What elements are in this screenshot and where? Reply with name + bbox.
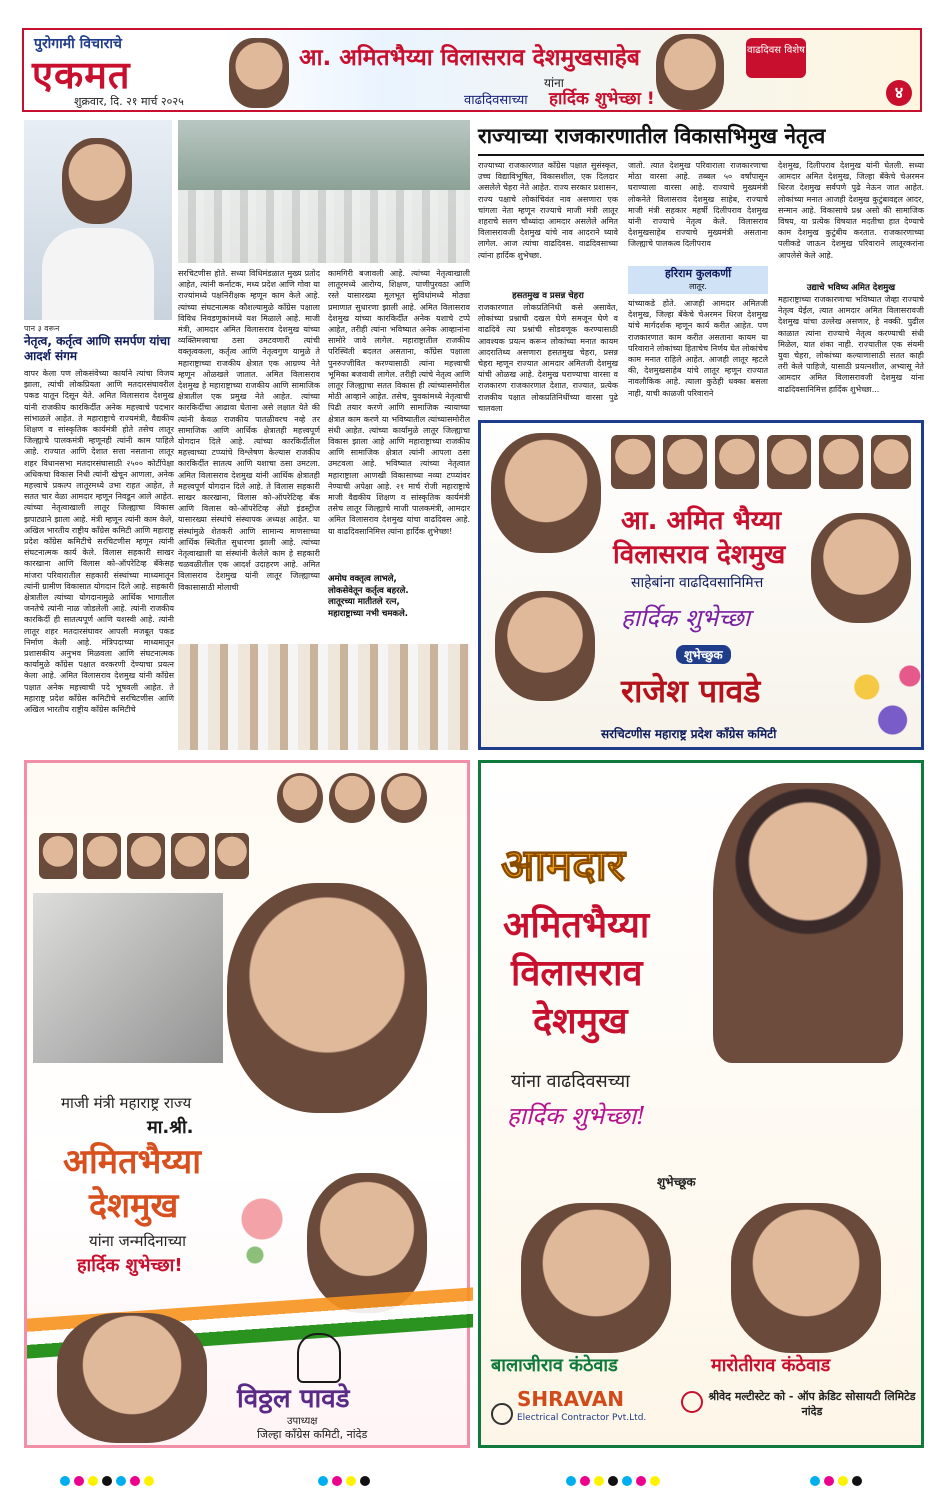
author-box <box>628 266 768 294</box>
leader-photo <box>611 435 655 489</box>
leader-photo <box>329 773 375 823</box>
ad2-line: यांना जन्मदिनाच्या <box>89 1232 187 1250</box>
page-number: ४ <box>886 80 912 106</box>
portrait-face <box>62 138 132 224</box>
leader-photo <box>715 435 759 489</box>
ad1-designation: सरचिटणीस महाराष्ट्र प्रदेश काँग्रेस कमिटी <box>601 727 777 741</box>
ad3-portrait-p2 <box>731 1203 881 1353</box>
leader-photo <box>215 833 249 879</box>
ad2-name1: अमितभैय्या <box>63 1142 202 1182</box>
ad1-wish: हार्दिक शुभेच्छा <box>621 604 751 632</box>
rose-decoration <box>227 1183 297 1273</box>
ad1-portrait-bottom <box>495 591 595 701</box>
ad2-wish: हार्दिक शुभेच्छा! <box>77 1255 183 1276</box>
article-right-sub: हसतमुख व प्रसन्न चेहरा <box>512 291 584 301</box>
masthead-logo: एकमत <box>32 53 131 97</box>
continued-caption: पान ३ वरून <box>24 324 60 333</box>
leader-photo <box>39 833 77 879</box>
ad1-name: राजेश पावडे <box>621 672 761 710</box>
masthead-tagline: पुरोगामी विचाराचे <box>34 36 122 52</box>
ad3-co2: श्रीवेद मल्टीस्टेट को - ऑप क्रेडिट सोसायटी लिमिटेड नांदेड <box>708 1390 916 1418</box>
crowd-silhouettes <box>178 190 470 263</box>
leader-photo <box>871 435 911 489</box>
banner-portrait-left <box>229 38 289 108</box>
leaders-row <box>611 429 911 497</box>
banner-line2: यांना <box>544 76 564 90</box>
ad3-co1a: SHRAVAN <box>517 1387 625 1411</box>
leaders-strip-top <box>277 773 437 829</box>
leader-photo <box>663 435 707 489</box>
hand-symbol-icon <box>297 1333 341 1383</box>
field-visit-photo <box>178 120 470 263</box>
ad3-p1: बालाजीराव कंठेवाड <box>491 1355 618 1376</box>
ad3-wish: हार्दिक शुभेच्छा! <box>507 1102 646 1130</box>
ad1-portrait-right <box>811 513 911 623</box>
leader-photo <box>171 833 209 879</box>
portrait-shirt <box>42 228 154 320</box>
leader-photo <box>381 773 427 823</box>
article-right-col1: राज्याच्या राजकारणात काँग्रेस पक्षात सुसंस्कृत, उच्च विद्याविभूषित, विकासशील, एक दिलदार असलेले चेहरा नेते आहेत. राज्य सरकार प्रशासन, राज्य पक्षाचे लोकांचिवंत नाव असणारा एक चांगला नेता म्हणून राज्याचे माजी मंत्री लातूर शहराचे सलग चौथ्यांदा आमदार असलेले अमित विलासरावजी देशमुख यांचे नाव आदराने घ्यावे लागेल. आज त्यांचा वाढदिवस. वाढदिवसाच्या त्यांना हार्दिक शुभेच्छा. <box>478 161 621 260</box>
registration-marks <box>0 1468 945 1498</box>
banner-line3b: हार्दिक शुभेच्छा ! <box>549 89 655 109</box>
ad3-l5: यांना वाढदिवसच्या <box>511 1071 630 1092</box>
article-right-col3: देशमुख, दिलीपराव देशमुख यांनी घेतली. सध्या आमदार अमित देशमुख, जिल्हा बँकेचे चेअरमन धिरज देशमुख सर्वपणे पुढे नेऊन जात आहेत. लोकांच्या मनात आजही देशमुख कुटुंबावद्दल आदर, सन्मान आहे. विकासाचे प्रश्न असो की सामाजिक विषय, या प्रत्येक विषयात मदतीचा हात देण्याचे काम देशमुख कुटुंबीय करतात. राजकारणाच्या पलीकडे जाऊन देशमुख परिवाराने लातूरकरांना आपलेसे केले आहे. <box>778 161 927 260</box>
ad-vitthal-pawade <box>24 760 470 1448</box>
ad1-line3: साहेबांना वाढदिवसानिमित्त <box>631 575 764 591</box>
ad3-p2: मारोतीराव कंठेवाड <box>711 1355 831 1376</box>
article-left-headline: नेतृत्व, कर्तृत्व आणि समर्पण यांचा आदर्श संगम <box>24 334 171 363</box>
ad2-role2: जिल्हा काँग्रेस कमिटी, नांदेड <box>257 1428 368 1441</box>
portrait-photo <box>24 120 172 320</box>
ad1-line1: आ. अमित भैय्या <box>621 506 782 536</box>
leaders-strip-left <box>39 833 249 883</box>
article-right-sub2: उद्याचे भविष्य अमित देशमुख <box>806 283 896 293</box>
banner-line3a: वाढदिवसाच्या <box>464 93 528 108</box>
ad2-pre: माजी मंत्री महाराष्ट्र राज्य <box>61 1094 192 1112</box>
ad1-line2: विलासराव देशमुख <box>613 540 786 570</box>
article-left-body: वापर केला पण लोकसंवेच्या कार्याने त्यांचा विजय झाला, त्यांची लोकप्रियता आणि मतदारसंघावरील पकड यातून दिसून येते. अमित विलासराव देशमुख यांनी राजकीय कारकिर्दीत अनेक महत्त्वाचे पदभार सांभाळले आहेत. ते महाराष्ट्राचे राज्यमंत्री, वैद्यकीय शिक्षण व सांस्कृतिक कार्यमंत्री होते तसेच लातूर जिल्ह्याचे पालकमंत्री म्हणूनही त्यांनी काम पाहिले आहे. राज्यात आणि देशात सत्ता नसताना लातूर शहर विधानसभा मतदारसंघासाठी २५०० कोटींपेक्षा अधिकचा विकास निधी त्यांनी खेचून आणला, अनेक महत्त्वाचे प्रकल्प लातूरमध्ये उभा राहत आहेत, ते सतत चार वेळा आमदार म्हणून निवडून आले आहेत. त्यांच्या नेतृत्वाखाली लातूर जिल्ह्याचा विकास झपाट्याने झाला आहे. मंत्री म्हणून त्यांनी काम केले, अखिल भारतीय राष्ट्रीय काँग्रेस कमिटी आणि महाराष्ट्र प्रदेश काँग्रेस कमिटीचे सरचिटणीस म्हणून त्यांनी संघटनात्मक कार्य केले. विलास सहकारी साखर कारखाना आणि विलास को-ऑपरेटिव्ह बँकेसह मांजरा परिवारातील सहकारी संस्थांच्या माध्यमातून त्यांनी ग्रामीण विकासात योगदान दिले आहे. सहकारी क्षेत्रातील त्यांच्या योगदानामुळे आर्थिक भागातील जनतेचे त्यांनी नाळ जोडलेली आहे. त्यांनी राजकीय कारकिर्दी ही सातत्यपूर्ण आणि यशस्वी आहे. त्यांनी लातूर शहर मतदारसंघावर आपली मजबूत पकड निर्माण केली आहे. मंत्रिपदाच्या माध्यमातून प्रशासकीय अनुभव मिळवला आणि संघटनात्मक कार्यामुळे काँग्रेस पक्षात वरकरणी देण्याचा प्रयत्न केला आहे. अमित विलासराव देशमुख यांनी काँग्रेस पक्षात अनेक महत्त्वाची पदे भूषवली आहेत. ते महाराष्ट्र प्रदेश काँग्रेस कमिटीचे सरचिटणीस आणि अखिल भारतीय राष्ट्रीय काँग्रेस कमिटीचे <box>24 369 177 715</box>
ad3-portrait-p1 <box>521 1203 671 1353</box>
article-mid-signoff: अमोघ वक्तृत्व लाभले, लोकसेवेतून कर्तृत्व बहरले. लातूरच्या मातीतले रत्न, महाराष्ट्राच्या नभी चमकले. <box>328 574 409 619</box>
ad3-portrait-main <box>713 783 903 1063</box>
birthday-special-badge <box>746 38 806 78</box>
leader-photo <box>83 833 121 879</box>
article-mid-col1: सरचिटणीस होते. सध्या विधिमंडळात मुख्य प्रतोद आहेत, त्यांनी कर्नाटक, मध्य प्रदेश आणि गोवा या राज्यांमध्ये पक्षनिरीक्षक म्हणून काम केले आहे. त्यांच्या संघटनात्मक कौशल्यामुळे काँग्रेस पक्षाला विविध निवडणुकांमध्ये यश मिळाले आहे. माजी मंत्री, आमदार अमित विलासराव देशमुख यांच्या व्यक्तिमत्त्वाचा ठसा उमटवणारी त्यांची वक्तृत्वकला, कर्तृत्व आणि नेतृत्वगुण यामुळे ते महाराष्ट्राच्या राजकीय क्षेत्रात एक आग्रण्य नेते म्हणून ओळखले जातात. अमित विलासराव देशमुख हे महाराष्ट्राच्या राजकीय आणि सामाजिक क्षेत्रातील एक प्रमुख नेते आहेत. त्यांच्या कारकिर्दीचा आढावा घेताना असे लक्षात येते की त्यांनी केवळ राजकीय पातळीवरच नव्हे तर सामाजिक आणि आर्थिक क्षेत्रातही महत्त्वपूर्ण योगदान दिले आहे. त्यांच्या कारकिर्दीतील महत्त्वाच्या टप्प्यांचे विश्लेषण केल्यास राजकीय कारकिर्दीत सातत्य आणि यशाचा ठसा उमटला. अमित विलासराव देशमुख यांनी आर्थिक क्षेत्रातही महत्त्वपूर्ण योगदान दिले आहे. ते विलास सहकारी साखर कारखाना, विलास को-ऑपरेटिव्ह बँक आणि विलास को-ऑपरेटिव्ह ॲग्रो इंडस्ट्रीज यासारख्या संस्थांचे संस्थापक अध्यक्ष आहेत. या संस्थांमुळे शेतकरी आणि सामान्य माणसाच्या आर्थिक स्थितीत सुधारणा झाली आहे. त्यांच्या नेतृत्वाखाली या संस्थांनी केलेले काम हे सहकारी चळवळीतील एक आदर्श उदाहरण आहे. अमित विलासराव देशमुख यांनी लातूर जिल्ह्याच्या विकासासाठी मोलाची <box>178 269 323 592</box>
ad1-portrait-main <box>491 433 601 553</box>
article-mid-col2: कामगिरी बजावली आहे. त्यांच्या नेतृत्वाखाली लातूरमध्ये आरोग्य, शिक्षण, पाणीपुरवठा आणि रस्ते यासारख्या मूलभूत सुविधांमध्ये मोठ्या प्रमाणात सुधारणा झाली आहे. अमित विलासराव देशमुख यांच्या कारकिर्दीत अनेक यशाचे टप्पे आहेत, तरीही त्यांना भविष्यात अनेक आव्हानांना सामोरे जावे लागेल. महाराष्ट्रातील राजकीय परिस्थिती बदलत असताना, काँग्रेस पक्षाला पुनरुज्जीवित करण्यासाठी त्यांना महत्त्वाची भूमिका बजवावी लागेल. तरीही त्यांचे नेतृत्व आणि लातूर जिल्ह्याचा सतत विकास ही त्यांच्यासमोरील मोठी आव्हाने आहेत. तसेच, युवकांमध्ये नेतृत्वाची पिढी तयार करणे आणि सामाजिक न्यायाच्या क्षेत्रात काम करणे या भविष्यातील त्यांच्यासमोरील संधी आहेत. त्यांच्या कार्यामुळे लातूर जिल्ह्याचा विकास झाला आहे आणि महाराष्ट्राच्या राजकीय आणि सामाजिक क्षेत्रात त्यांनी आपला ठसा उमटवला आहे. भविष्यात त्यांच्या नेतृत्वात महाराष्ट्राला आणखी विकासाच्या नव्या टप्प्यांवर नेण्याची अपेक्षा आहे. २१ मार्च रोजी महाराष्ट्राचे माजी वैद्यकीय शिक्षण व सांस्कृतिक कार्यमंत्री तसेच लातूर जिल्ह्याचे माजी पालकमंत्री, आमदार अमित विलासराव देशमुख यांचा वाढदिवस आहे. या वाढदिवसानिमित्त त्यांना हार्दिक शुभेच्छा! <box>328 269 473 536</box>
gathering-photo <box>178 644 470 750</box>
shravan-logo-icon <box>491 1403 513 1425</box>
banner-title: आ. अमितभैय्या विलासराव देशमुखसाहेब <box>299 45 640 71</box>
ad3-l3: विलासराव <box>511 953 643 994</box>
ad2-portrait-sender <box>57 1313 207 1443</box>
ad3-l1: आमदार <box>501 840 626 891</box>
archival-photo <box>33 893 223 1063</box>
ad3-co1b: Electrical Contractor Pvt.Ltd. <box>517 1413 647 1423</box>
badge-text: वाढदिवस विशेष <box>747 45 805 56</box>
leader-photo <box>277 773 323 823</box>
leader-photo <box>767 435 811 489</box>
leader-photo <box>127 833 165 879</box>
article-right-col1b: राजकारणात लोकप्रतिनिधी कसे असावेत, लोकांच्या प्रश्नाची दखल घेणे समजून घेणे व वाढदिवे त्या प्रश्नांची सोडवणूक करण्यासाठी आवश्यक प्रयत्न करून लोकांच्या मनात कायम आदरातिथ्य असणारा हसतमुख चेहरा, प्रसन्न चेहरा म्हणून राज्यात आमदार अमितजी देशमुख यांची ओळख आहे. देशमुख घराण्याचा वारसा व राजकारण राजकारणात देशात, राज्यात, प्रत्येक राजकीय पक्षात लोकप्रतिनिधींच्या वारसा पुढे चालवला <box>478 303 621 413</box>
ad2-honorific: मा.श्री. <box>147 1117 194 1138</box>
article-right-col3b: महाराष्ट्राच्या राजकारणाचा भविष्यात जेव्हा राज्याचे नेतृत्व येईल, त्यात आमदार अमित विलासरावजी देशमुख यांचा उल्लेख असणार, हे नक्की. पुढील काळात त्यांना राज्याचे नेतृत्व करण्याची संधी मिळेल, यात शंका नाही. राज्यातील एक संयमी युवा चेहरा, लोकांच्या कल्याणासाठी सतत काही तरी केले पाहिजे, यासाठी प्रयत्नशील, अभ्यासू नेते आमदार अमित विलासरावजी देशमुख यांना वाढदिवसानिमित्त हार्दिक शुभेच्छा... <box>778 295 927 394</box>
ad2-portrait-main <box>227 883 427 1113</box>
author-name: हरिराम कुलकर्णी <box>664 267 732 280</box>
ad3-tag: शुभेच्छूक <box>657 1175 696 1189</box>
ad-amdar <box>478 760 924 1448</box>
banner-portrait-right <box>656 34 724 110</box>
ad3-l4: देशमुख <box>533 1001 628 1042</box>
masthead <box>22 28 922 112</box>
article-right-headline: राज्याच्या राजकारणातील विकासभिमुख नेतृत्व <box>478 122 924 156</box>
ad2-role1: उपाध्यक्ष <box>287 1416 318 1427</box>
article-right-col2: जातो. त्यात देशमुख परिवाराला राजकारणाचा मोठा वारसा आहे. तब्बल ५० वर्षांपासून घराण्याला वारसा आहे. राज्याचे मुख्यमंत्री लोकनेते विलासराव देशमुख साहेब, राज्याचे माजी मंत्री सहकार महर्षी दिलीपराव देशमुख यांनी राज्याचे नेतृत्व केले. विलासराव देशमुखसाहेब राज्याचे मुख्यमंत्री असताना जिल्ह्याचे पालकत्व दिलीपराव <box>628 161 771 249</box>
author-place: लातूर. <box>689 282 707 291</box>
leader-photo <box>819 435 863 489</box>
ad3-l2: अमितभैय्या <box>503 905 650 946</box>
masthead-date: शुक्रवार, दि. २१ मार्च २०२५ <box>74 95 184 108</box>
ad-rajesh-pawade <box>478 420 924 750</box>
ad2-sender: विठ्ठल पावडे <box>237 1384 350 1414</box>
article-right-col2b: यांच्याकडे होते. आजही आमदार अमितजी देशमुख, जिल्हा बँकेचे चेअरमन धिरज देशमुख यांचे मार्गदर्शक म्हणून कार्य करीत आहेत. पण राजकारणात काम करीत असताना कायम या परिवाराने लोकांच्या हिताचेच निर्णय घेत लोकांचेच काम मनात राहिले आहेत. आजही लातूर म्हटले की, देशमुखसाहेब यांचे लातूर म्हणून राज्यात नावलौकिक आहे. त्याला कुठेही धक्का बसला नाही, याची काळजी परिवाराने <box>628 299 771 398</box>
ad1-tag: शुभेच्छुक <box>676 645 731 664</box>
shreeved-logo-icon <box>681 1391 703 1413</box>
ad2-name2: देशमुख <box>89 1186 179 1226</box>
flowers-decoration <box>841 643 927 753</box>
